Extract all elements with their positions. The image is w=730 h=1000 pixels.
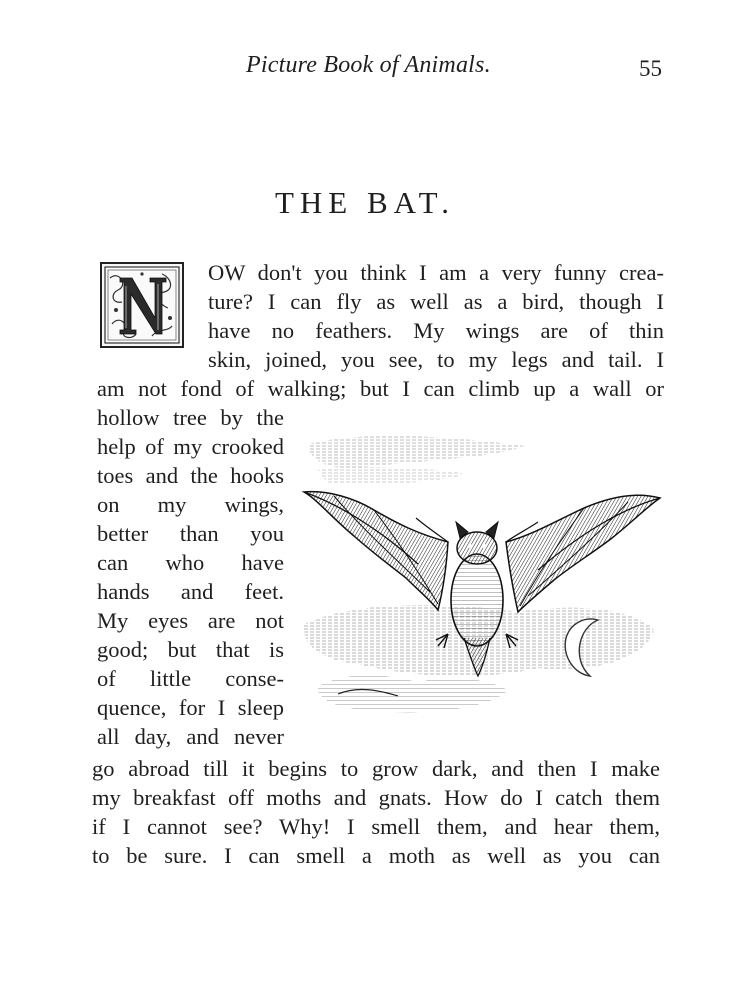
body-line: toes and the hooks xyxy=(97,463,284,488)
dropcap-ornament xyxy=(100,262,184,348)
body-line: better than you xyxy=(97,521,284,546)
body-line: am not fond of walking; but I can climb up a wall or xyxy=(97,376,664,401)
bat-illustration xyxy=(298,424,662,736)
body-line: My eyes are not xyxy=(97,608,284,633)
body-line: hands and feet. xyxy=(97,579,284,604)
running-head xyxy=(0,52,730,92)
body-line: of little conse- xyxy=(97,666,284,691)
bat-engraving-icon xyxy=(298,424,662,736)
body-line: skin, joined, you see, to my legs and tail. I xyxy=(208,347,664,372)
ornamental-initial-icon xyxy=(102,264,182,346)
running-title: Picture Book of Animals. xyxy=(246,52,491,78)
body-line: quence, for I sleep xyxy=(97,695,284,720)
body-line: hollow tree by the xyxy=(97,405,284,430)
body-line: on my wings, xyxy=(97,492,284,517)
body-line: go abroad till it begins to grow dark, and then I make xyxy=(92,756,660,781)
body-line: my breakfast off moths and gnats. How do I catch them xyxy=(92,785,660,810)
body-line: have no feathers. My wings are of thin xyxy=(208,318,664,343)
body-line: ture? I can fly as well as a bird, though I xyxy=(208,289,664,314)
body-line: to be sure. I can smell a moth as well as you can xyxy=(92,843,660,868)
body-line: help of my crooked xyxy=(97,434,284,459)
body-line: if I cannot see? Why! I smell them, and hear them, xyxy=(92,814,660,839)
page-number: 55 xyxy=(639,56,662,81)
body-line: can who have xyxy=(97,550,284,575)
chapter-title: THE BAT. xyxy=(274,185,456,220)
body-line: good; but that is xyxy=(97,637,284,662)
body-line: all day, and never xyxy=(97,724,284,749)
body-line: OW don't you think I am a very funny crea- xyxy=(208,260,664,285)
